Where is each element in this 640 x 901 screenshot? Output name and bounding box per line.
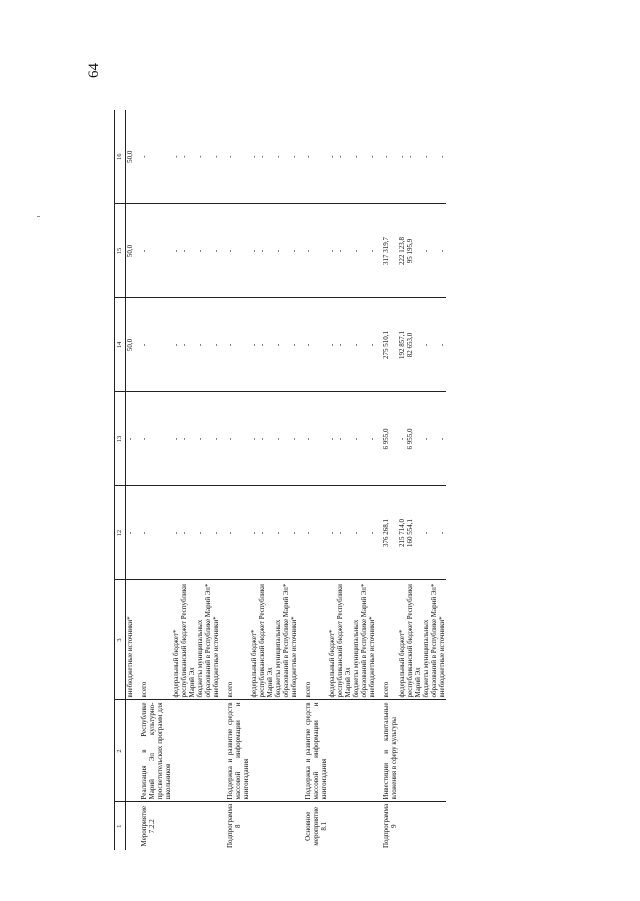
item-name: Поддержка и развитие средств массовой информации и книгоиздания [220, 700, 250, 802]
table-row [368, 110, 376, 850]
empty-cell [126, 700, 135, 802]
table-row [180, 110, 196, 850]
empty-cell [212, 700, 220, 802]
value-cell-col-14: - [172, 298, 180, 392]
value-cell-col-16: - [406, 110, 422, 204]
value-cell-col-14: - [196, 298, 212, 392]
empty-cell [172, 802, 180, 850]
empty-cell [196, 700, 212, 802]
value-cell-col-12: - [258, 486, 274, 580]
empty-cell [258, 802, 274, 850]
table-row [290, 110, 298, 850]
value-cell-col-14: - [258, 298, 274, 392]
value-cell-col-13: - [258, 392, 274, 486]
funding-source: внебюджетные источники* [438, 580, 446, 700]
table-row [352, 110, 368, 850]
empty-cell [352, 700, 368, 802]
empty-cell [406, 802, 422, 850]
value-cell-col-13: - [274, 392, 290, 486]
table-row [258, 110, 274, 850]
table-row [274, 110, 290, 850]
value-cell-col-12: - [336, 486, 352, 580]
value-cell-col-13: - [368, 392, 376, 486]
funding-source: бюджеты муниципальных образований в Республике Марий Эл* [352, 580, 368, 700]
value-cell-col-14: - [180, 298, 196, 392]
value-cell-col-16: - [258, 110, 274, 204]
value-cell-col-14: - [298, 298, 328, 392]
value-cell-col-15: - [422, 204, 438, 298]
item-code: Подпрограмма 8 [226, 803, 242, 848]
value-cell-col-16: - [220, 110, 250, 204]
value-cell-col-16: - [352, 110, 368, 204]
value-cell-col-15: - [290, 204, 298, 298]
table-row [134, 110, 172, 850]
value-cell-col-12: - [196, 486, 212, 580]
empty-cell [328, 802, 336, 850]
value-cell-col-14: - [212, 298, 220, 392]
empty-cell [438, 802, 446, 850]
item-code: Подпрограмма 9 [382, 803, 398, 848]
value-cell-col-16: - [274, 110, 290, 204]
funding-source: бюджеты муниципальных образований в Республике Марий Эл* [422, 580, 438, 700]
empty-cell [352, 802, 368, 850]
funding-source: республиканский бюджет Республики Марий Эл [406, 580, 422, 700]
table-row [220, 110, 250, 850]
column-header-13: 13 [115, 392, 126, 486]
value-cell-col-12: - [298, 486, 328, 580]
value-cell-col-14: - [220, 298, 250, 392]
value-cell-col-15: - [336, 204, 352, 298]
value-cell-col-15: - [328, 204, 336, 298]
table-row [398, 110, 406, 850]
table-row [212, 110, 220, 850]
funding-source: федеральный бюджет* [172, 580, 180, 700]
value-cell-col-14: - [336, 298, 352, 392]
empty-cell [368, 700, 376, 802]
value-cell-col-14: - [290, 298, 298, 392]
value-cell-col-13: - [126, 392, 135, 486]
value-cell-col-13: - [220, 392, 250, 486]
funding-source: всего [220, 580, 250, 700]
value-cell-col-16: 50,0 [126, 110, 135, 204]
funding-source: всего [298, 580, 328, 700]
item-code: Мероприятие 7.2.2 [140, 806, 156, 847]
empty-cell [250, 700, 258, 802]
item-name: Реализация в Республике Марий Эл культурно-просветительских программ для школьников [134, 700, 172, 802]
funding-source: всего [134, 580, 172, 700]
value-cell-col-13: - [250, 392, 258, 486]
funding-source: федеральный бюджет* [328, 580, 336, 700]
empty-cell [196, 802, 212, 850]
value-cell-col-13: 6 955,0 [376, 392, 398, 486]
funding-source: внебюджетные источники* [368, 580, 376, 700]
value-cell-col-14: - [134, 298, 172, 392]
funding-source: федеральный бюджет* [398, 580, 406, 700]
value-cell-col-15: - [352, 204, 368, 298]
value-cell-col-16: - [290, 110, 298, 204]
value-cell-col-13: - [328, 392, 336, 486]
value-cell-col-12: - [212, 486, 220, 580]
empty-cell [274, 802, 290, 850]
value-cell-col-16: - [180, 110, 196, 204]
value-cell-col-14: - [438, 298, 446, 392]
value-cell-col-12: - [352, 486, 368, 580]
empty-cell [438, 700, 446, 802]
scan-speck [37, 216, 40, 217]
header-row [115, 110, 126, 850]
value-cell-col-13: - [196, 392, 212, 486]
budget-table [114, 110, 446, 850]
value-cell-col-15: - [274, 204, 290, 298]
funding-source: федеральный бюджет* [250, 580, 258, 700]
empty-cell [336, 700, 352, 802]
value-cell-col-12: - [220, 486, 250, 580]
table-row [250, 110, 258, 850]
value-cell-col-15: - [438, 204, 446, 298]
value-cell-col-15: 50,0 [126, 204, 135, 298]
value-cell-col-12: - [274, 486, 290, 580]
empty-cell [290, 700, 298, 802]
funding-source: всего [376, 580, 398, 700]
value-cell-col-14: - [274, 298, 290, 392]
value-cell-col-15: - [172, 204, 180, 298]
value-cell-col-14: 275 510,1 [376, 298, 398, 392]
value-cell-col-12: - [422, 486, 438, 580]
empty-cell [368, 802, 376, 850]
value-cell-col-15: - [212, 204, 220, 298]
value-cell-col-15: - [180, 204, 196, 298]
value-cell-col-13: - [438, 392, 446, 486]
value-cell-col-13: - [134, 392, 172, 486]
value-cell-col-14: 192 857,1 [398, 298, 406, 392]
value-cell-col-15: - [220, 204, 250, 298]
empty-cell [126, 802, 135, 850]
value-cell-col-13: - [336, 392, 352, 486]
funding-source: внебюджетные источники* [290, 580, 298, 700]
value-cell-col-16: - [438, 110, 446, 204]
value-cell-col-16: - [212, 110, 220, 204]
item-name: Инвестиции и капитальные вложения в сферу культуры [376, 700, 398, 802]
value-cell-col-12: - [126, 486, 135, 580]
value-cell-col-12: - [290, 486, 298, 580]
value-cell-col-15: - [298, 204, 328, 298]
empty-cell [250, 802, 258, 850]
value-cell-col-12: - [368, 486, 376, 580]
funding-source: республиканский бюджет Республики Марий Эл [180, 580, 196, 700]
rotated-table-container [114, 110, 574, 850]
table-body [126, 110, 447, 850]
value-cell-col-14: - [352, 298, 368, 392]
value-cell-col-15: 317 319,7 [376, 204, 398, 298]
value-cell-col-12: - [134, 486, 172, 580]
table-row [172, 110, 180, 850]
value-cell-col-16: - [196, 110, 212, 204]
value-cell-col-16: - [172, 110, 180, 204]
empty-cell [422, 700, 438, 802]
column-header-2: 2 [115, 700, 126, 802]
table-row [126, 110, 135, 850]
value-cell-col-15: - [134, 204, 172, 298]
value-cell-col-13: - [398, 392, 406, 486]
item-name: Поддержка и развитие средств массовой информации и книгоиздания [298, 700, 328, 802]
value-cell-col-13: - [180, 392, 196, 486]
table-row [376, 110, 398, 850]
column-header-12: 12 [115, 486, 126, 580]
empty-cell [422, 802, 438, 850]
table-row [336, 110, 352, 850]
value-cell-col-15: - [250, 204, 258, 298]
empty-cell [398, 700, 406, 802]
empty-cell [180, 700, 196, 802]
value-cell-col-12: - [180, 486, 196, 580]
value-cell-col-16: - [422, 110, 438, 204]
value-cell-col-14: - [250, 298, 258, 392]
table-row [328, 110, 336, 850]
empty-cell [398, 802, 406, 850]
empty-cell [212, 802, 220, 850]
empty-cell [328, 700, 336, 802]
empty-cell [290, 802, 298, 850]
value-cell-col-12: - [438, 486, 446, 580]
column-header-15: 15 [115, 204, 126, 298]
funding-source: бюджеты муниципальных образований в Республике Марий Эл* [196, 580, 212, 700]
column-header-14: 14 [115, 298, 126, 392]
value-cell-col-13: - [172, 392, 180, 486]
funding-source: республиканский бюджет Республики Марий Эл [336, 580, 352, 700]
value-cell-col-15: 95 195,9 [406, 204, 422, 298]
empty-cell [180, 802, 196, 850]
funding-source: республиканский бюджет Республики Марий Эл [258, 580, 274, 700]
table-row [422, 110, 438, 850]
value-cell-col-12: - [250, 486, 258, 580]
empty-cell [406, 700, 422, 802]
value-cell-col-13: 6 955,0 [406, 392, 422, 486]
value-cell-col-13: - [352, 392, 368, 486]
value-cell-col-16: - [328, 110, 336, 204]
value-cell-col-12: - [328, 486, 336, 580]
table-row [438, 110, 446, 850]
value-cell-col-16: - [298, 110, 328, 204]
value-cell-col-12: 160 554,1 [406, 486, 422, 580]
value-cell-col-16: - [376, 110, 398, 204]
value-cell-col-16: - [398, 110, 406, 204]
value-cell-col-12: - [172, 486, 180, 580]
table-row [406, 110, 422, 850]
column-header-16: 16 [115, 110, 126, 204]
value-cell-col-12: 215 714,0 [398, 486, 406, 580]
value-cell-col-15: - [258, 204, 274, 298]
empty-cell [274, 700, 290, 802]
value-cell-col-16: - [250, 110, 258, 204]
value-cell-col-16: - [134, 110, 172, 204]
value-cell-col-15: - [368, 204, 376, 298]
funding-source: внебюджетные источники* [212, 580, 220, 700]
value-cell-col-14: 50,0 [126, 298, 135, 392]
empty-cell [172, 700, 180, 802]
value-cell-col-13: - [422, 392, 438, 486]
value-cell-col-12: 376 268,1 [376, 486, 398, 580]
value-cell-col-15: - [196, 204, 212, 298]
value-cell-col-13: - [290, 392, 298, 486]
empty-cell [258, 700, 274, 802]
value-cell-col-13: - [298, 392, 328, 486]
funding-source: внебюджетные источники* [126, 580, 135, 700]
column-header-3: 3 [115, 580, 126, 700]
value-cell-col-13: - [212, 392, 220, 486]
value-cell-col-14: - [328, 298, 336, 392]
funding-source: бюджеты муниципальных образований в Республике Марий Эл* [274, 580, 290, 700]
value-cell-col-14: 82 653,0 [406, 298, 422, 392]
value-cell-col-16: - [368, 110, 376, 204]
column-header-1: 1 [115, 802, 126, 850]
table-row [196, 110, 212, 850]
item-code: Основное мероприятие 8.1 [304, 806, 328, 846]
value-cell-col-15: 222 123,8 [398, 204, 406, 298]
value-cell-col-14: - [422, 298, 438, 392]
value-cell-col-14: - [368, 298, 376, 392]
empty-cell [336, 802, 352, 850]
table-row [298, 110, 328, 850]
page-number: 64 [86, 63, 102, 78]
value-cell-col-16: - [336, 110, 352, 204]
